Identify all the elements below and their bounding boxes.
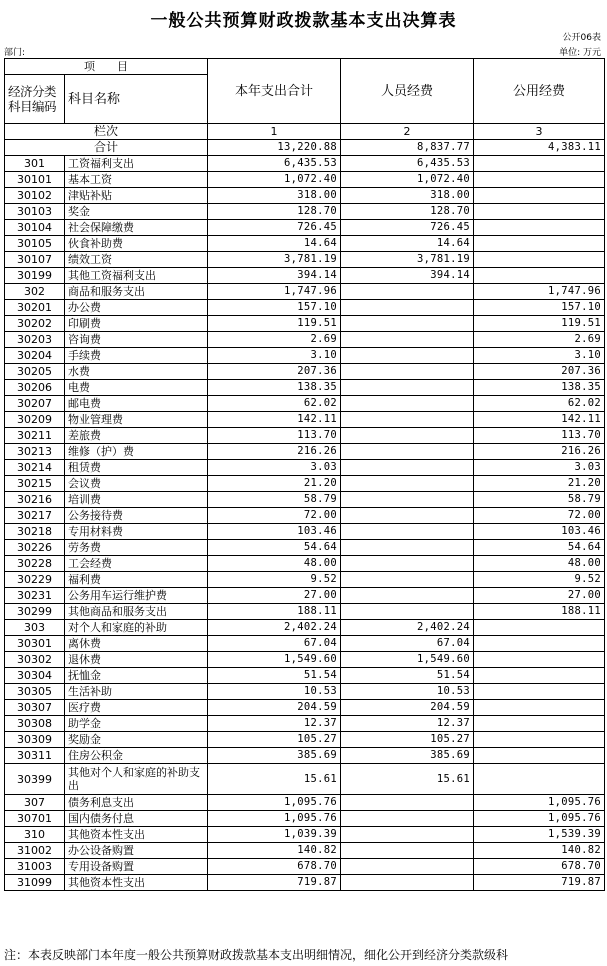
row-code: 30302 <box>5 652 65 668</box>
row-total: 394.14 <box>208 268 341 284</box>
row-subject-name: 奖金 <box>65 204 208 220</box>
row-subject-name: 会议费 <box>65 476 208 492</box>
table-row <box>5 588 605 604</box>
table-row <box>5 236 605 252</box>
row-subject-name: 物业管理费 <box>65 412 208 428</box>
row-subject-name: 办公设备购置 <box>65 843 208 859</box>
row-total: 10.53 <box>208 684 341 700</box>
row-personnel <box>341 572 474 588</box>
sum-row <box>5 140 605 156</box>
row-public: 62.02 <box>474 396 605 412</box>
row-public <box>474 204 605 220</box>
row-public <box>474 716 605 732</box>
row-total: 157.10 <box>208 300 341 316</box>
row-public: 1,095.76 <box>474 811 605 827</box>
row-code: 30102 <box>5 188 65 204</box>
column-number-label: 栏次 <box>5 124 208 140</box>
row-public: 9.52 <box>474 572 605 588</box>
table-row <box>5 492 605 508</box>
row-public <box>474 684 605 700</box>
unit-label: 单位: 万元 <box>559 48 601 58</box>
row-code: 301 <box>5 156 65 172</box>
sum-total: 13,220.88 <box>208 140 341 156</box>
row-code: 307 <box>5 795 65 811</box>
row-total: 204.59 <box>208 700 341 716</box>
row-total: 2.69 <box>208 332 341 348</box>
row-total: 1,549.60 <box>208 652 341 668</box>
table-row <box>5 252 605 268</box>
table-row <box>5 620 605 636</box>
row-code: 30105 <box>5 236 65 252</box>
table-row <box>5 748 605 764</box>
row-total: 72.00 <box>208 508 341 524</box>
table-row <box>5 268 605 284</box>
row-public <box>474 700 605 716</box>
table-row <box>5 827 605 843</box>
table-row <box>5 444 605 460</box>
table-row <box>5 284 605 300</box>
row-subject-name: 电费 <box>65 380 208 396</box>
row-total: 103.46 <box>208 524 341 540</box>
row-personnel <box>341 380 474 396</box>
row-personnel <box>341 284 474 300</box>
row-public <box>474 764 605 795</box>
row-code: 30104 <box>5 220 65 236</box>
column-number-3: 3 <box>474 124 605 140</box>
table-row <box>5 316 605 332</box>
row-public <box>474 252 605 268</box>
table-row <box>5 476 605 492</box>
row-subject-name: 专用材料费 <box>65 524 208 540</box>
table-row <box>5 668 605 684</box>
row-public: 3.03 <box>474 460 605 476</box>
row-total: 3,781.19 <box>208 252 341 268</box>
row-total: 3.03 <box>208 460 341 476</box>
table-row <box>5 156 605 172</box>
table-row <box>5 716 605 732</box>
econ-code-header: 经济分类科目编码 <box>5 75 65 124</box>
row-public <box>474 156 605 172</box>
row-personnel: 51.54 <box>341 668 474 684</box>
row-code: 30101 <box>5 172 65 188</box>
row-public: 54.64 <box>474 540 605 556</box>
row-total: 1,095.76 <box>208 811 341 827</box>
public-header: 公用经费 <box>474 59 605 124</box>
row-subject-name: 奖励金 <box>65 732 208 748</box>
row-total: 142.11 <box>208 412 341 428</box>
row-code: 30231 <box>5 588 65 604</box>
row-subject-name: 工会经费 <box>65 556 208 572</box>
row-code: 302 <box>5 284 65 300</box>
row-subject-name: 离休费 <box>65 636 208 652</box>
row-subject-name: 商品和服务支出 <box>65 284 208 300</box>
table-row <box>5 795 605 811</box>
row-subject-name: 其他对个人和家庭的补助支出 <box>65 764 208 795</box>
row-subject-name: 公务接待费 <box>65 508 208 524</box>
row-subject-name: 邮电费 <box>65 396 208 412</box>
table-row <box>5 843 605 859</box>
row-total: 726.45 <box>208 220 341 236</box>
row-code: 30202 <box>5 316 65 332</box>
row-code: 30218 <box>5 524 65 540</box>
row-total: 51.54 <box>208 668 341 684</box>
row-public: 3.10 <box>474 348 605 364</box>
row-subject-name: 其他工资福利支出 <box>65 268 208 284</box>
row-public: 21.20 <box>474 476 605 492</box>
table-row <box>5 764 605 795</box>
row-total: 48.00 <box>208 556 341 572</box>
row-public <box>474 268 605 284</box>
table-row <box>5 572 605 588</box>
row-public: 207.36 <box>474 364 605 380</box>
row-total: 58.79 <box>208 492 341 508</box>
row-code: 30311 <box>5 748 65 764</box>
sum-label: 合计 <box>5 140 208 156</box>
expenditure-table <box>4 58 605 891</box>
row-public: 113.70 <box>474 428 605 444</box>
row-code: 30211 <box>5 428 65 444</box>
row-subject-name: 水费 <box>65 364 208 380</box>
row-total: 128.70 <box>208 204 341 220</box>
row-public <box>474 636 605 652</box>
table-row <box>5 188 605 204</box>
row-code: 30206 <box>5 380 65 396</box>
row-total: 27.00 <box>208 588 341 604</box>
table-row <box>5 460 605 476</box>
row-subject-name: 社会保障缴费 <box>65 220 208 236</box>
row-subject-name: 咨询费 <box>65 332 208 348</box>
row-public: 2.69 <box>474 332 605 348</box>
header-row-item <box>5 59 605 75</box>
row-subject-name: 专用设备购置 <box>65 859 208 875</box>
row-total: 6,435.53 <box>208 156 341 172</box>
row-total: 2,402.24 <box>208 620 341 636</box>
row-code: 30199 <box>5 268 65 284</box>
row-public <box>474 236 605 252</box>
row-personnel <box>341 332 474 348</box>
row-public: 719.87 <box>474 875 605 891</box>
row-subject-name: 福利费 <box>65 572 208 588</box>
row-personnel <box>341 540 474 556</box>
row-total: 15.61 <box>208 764 341 795</box>
row-personnel <box>341 460 474 476</box>
row-total: 9.52 <box>208 572 341 588</box>
row-subject-name: 工资福利支出 <box>65 156 208 172</box>
row-public: 138.35 <box>474 380 605 396</box>
row-personnel: 204.59 <box>341 700 474 716</box>
row-code: 30216 <box>5 492 65 508</box>
row-public <box>474 748 605 764</box>
row-subject-name: 住房公积金 <box>65 748 208 764</box>
row-total: 138.35 <box>208 380 341 396</box>
row-code: 30229 <box>5 572 65 588</box>
table-row <box>5 220 605 236</box>
row-public: 1,095.76 <box>474 795 605 811</box>
row-code: 30205 <box>5 364 65 380</box>
row-personnel <box>341 316 474 332</box>
row-subject-name: 培训费 <box>65 492 208 508</box>
row-public <box>474 172 605 188</box>
table-row <box>5 875 605 891</box>
row-public: 72.00 <box>474 508 605 524</box>
row-total: 21.20 <box>208 476 341 492</box>
table-row <box>5 524 605 540</box>
row-personnel <box>341 843 474 859</box>
row-subject-name: 退休费 <box>65 652 208 668</box>
table-row <box>5 508 605 524</box>
row-total: 140.82 <box>208 843 341 859</box>
row-personnel <box>341 811 474 827</box>
row-personnel <box>341 412 474 428</box>
table-row <box>5 732 605 748</box>
row-total: 62.02 <box>208 396 341 412</box>
row-code: 30207 <box>5 396 65 412</box>
row-personnel: 15.61 <box>341 764 474 795</box>
table-code: 公开06表 <box>562 33 601 43</box>
row-personnel <box>341 428 474 444</box>
row-public <box>474 188 605 204</box>
total-header: 本年支出合计 <box>208 59 341 124</box>
row-personnel: 3,781.19 <box>341 252 474 268</box>
row-total: 1,747.96 <box>208 284 341 300</box>
row-subject-name: 公务用车运行维护费 <box>65 588 208 604</box>
row-subject-name: 劳务费 <box>65 540 208 556</box>
row-total: 719.87 <box>208 875 341 891</box>
row-code: 30226 <box>5 540 65 556</box>
row-public: 58.79 <box>474 492 605 508</box>
row-personnel: 14.64 <box>341 236 474 252</box>
row-subject-name: 对个人和家庭的补助 <box>65 620 208 636</box>
table-row <box>5 332 605 348</box>
row-subject-name: 其他商品和服务支出 <box>65 604 208 620</box>
row-subject-name: 办公费 <box>65 300 208 316</box>
row-code: 31099 <box>5 875 65 891</box>
row-subject-name: 国内债务付息 <box>65 811 208 827</box>
table-row <box>5 859 605 875</box>
table-row <box>5 172 605 188</box>
row-subject-name: 抚恤金 <box>65 668 208 684</box>
row-personnel <box>341 827 474 843</box>
row-personnel <box>341 524 474 540</box>
table-row <box>5 396 605 412</box>
row-total: 1,095.76 <box>208 795 341 811</box>
row-subject-name: 绩效工资 <box>65 252 208 268</box>
row-code: 31003 <box>5 859 65 875</box>
row-public <box>474 620 605 636</box>
table-row <box>5 556 605 572</box>
row-code: 30103 <box>5 204 65 220</box>
row-public <box>474 652 605 668</box>
row-code: 303 <box>5 620 65 636</box>
table-row <box>5 428 605 444</box>
table-row <box>5 300 605 316</box>
row-personnel: 1,549.60 <box>341 652 474 668</box>
row-total: 1,072.40 <box>208 172 341 188</box>
row-code: 30217 <box>5 508 65 524</box>
table-row <box>5 636 605 652</box>
row-code: 310 <box>5 827 65 843</box>
table-row <box>5 380 605 396</box>
row-personnel: 2,402.24 <box>341 620 474 636</box>
row-code: 30304 <box>5 668 65 684</box>
row-personnel: 128.70 <box>341 204 474 220</box>
row-total: 207.36 <box>208 364 341 380</box>
row-personnel <box>341 492 474 508</box>
table-row <box>5 364 605 380</box>
row-subject-name: 基本工资 <box>65 172 208 188</box>
row-personnel: 1,072.40 <box>341 172 474 188</box>
row-public: 1,539.39 <box>474 827 605 843</box>
row-total: 67.04 <box>208 636 341 652</box>
row-total: 678.70 <box>208 859 341 875</box>
row-personnel: 67.04 <box>341 636 474 652</box>
row-subject-name: 维修（护）费 <box>65 444 208 460</box>
row-code: 30305 <box>5 684 65 700</box>
row-personnel: 105.27 <box>341 732 474 748</box>
row-personnel: 726.45 <box>341 220 474 236</box>
row-public: 27.00 <box>474 588 605 604</box>
row-code: 30228 <box>5 556 65 572</box>
row-personnel <box>341 556 474 572</box>
personnel-header: 人员经费 <box>341 59 474 124</box>
row-personnel <box>341 476 474 492</box>
row-code: 30203 <box>5 332 65 348</box>
row-public: 142.11 <box>474 412 605 428</box>
column-number-1: 1 <box>208 124 341 140</box>
row-total: 1,039.39 <box>208 827 341 843</box>
row-personnel <box>341 364 474 380</box>
row-code: 30301 <box>5 636 65 652</box>
page-title: 一般公共预算财政拨款基本支出决算表 <box>150 11 457 31</box>
row-code: 30309 <box>5 732 65 748</box>
row-total: 14.64 <box>208 236 341 252</box>
table-row <box>5 684 605 700</box>
row-personnel: 385.69 <box>341 748 474 764</box>
row-code: 30209 <box>5 412 65 428</box>
row-code: 30201 <box>5 300 65 316</box>
row-public: 188.11 <box>474 604 605 620</box>
row-personnel: 12.37 <box>341 716 474 732</box>
row-total: 105.27 <box>208 732 341 748</box>
row-public: 140.82 <box>474 843 605 859</box>
table-row <box>5 811 605 827</box>
row-personnel: 318.00 <box>341 188 474 204</box>
row-public: 216.26 <box>474 444 605 460</box>
row-total: 12.37 <box>208 716 341 732</box>
row-personnel <box>341 444 474 460</box>
row-subject-name: 其他资本性支出 <box>65 875 208 891</box>
table-row <box>5 652 605 668</box>
row-subject-name: 其他资本性支出 <box>65 827 208 843</box>
row-personnel: 394.14 <box>341 268 474 284</box>
footnote: 注：本表反映部门本年度一般公共预算财政拨款基本支出明细情况，细化公开到经济分类款级科 <box>4 948 509 962</box>
row-code: 30399 <box>5 764 65 795</box>
row-personnel <box>341 859 474 875</box>
table-row <box>5 540 605 556</box>
row-personnel <box>341 348 474 364</box>
row-public: 103.46 <box>474 524 605 540</box>
row-total: 119.51 <box>208 316 341 332</box>
column-number-2: 2 <box>341 124 474 140</box>
row-total: 3.10 <box>208 348 341 364</box>
row-personnel <box>341 508 474 524</box>
row-personnel <box>341 795 474 811</box>
row-personnel: 10.53 <box>341 684 474 700</box>
row-personnel <box>341 300 474 316</box>
row-total: 318.00 <box>208 188 341 204</box>
row-public <box>474 220 605 236</box>
row-subject-name: 债务利息支出 <box>65 795 208 811</box>
row-code: 31002 <box>5 843 65 859</box>
table-row <box>5 412 605 428</box>
row-code: 30299 <box>5 604 65 620</box>
row-total: 54.64 <box>208 540 341 556</box>
row-total: 188.11 <box>208 604 341 620</box>
row-code: 30107 <box>5 252 65 268</box>
subject-name-header: 科目名称 <box>65 75 208 124</box>
table-row <box>5 604 605 620</box>
row-public: 48.00 <box>474 556 605 572</box>
table-row <box>5 204 605 220</box>
department-label: 部门: <box>4 48 26 58</box>
row-public: 1,747.96 <box>474 284 605 300</box>
row-subject-name: 津贴补贴 <box>65 188 208 204</box>
row-subject-name: 助学金 <box>65 716 208 732</box>
row-code: 30215 <box>5 476 65 492</box>
row-personnel <box>341 588 474 604</box>
row-public: 157.10 <box>474 300 605 316</box>
row-subject-name: 伙食补助费 <box>65 236 208 252</box>
row-code: 30307 <box>5 700 65 716</box>
row-subject-name: 生活补助 <box>65 684 208 700</box>
row-personnel <box>341 875 474 891</box>
row-public <box>474 668 605 684</box>
row-total: 216.26 <box>208 444 341 460</box>
table-row <box>5 348 605 364</box>
row-total: 385.69 <box>208 748 341 764</box>
row-code: 30308 <box>5 716 65 732</box>
row-code: 30213 <box>5 444 65 460</box>
row-personnel: 6,435.53 <box>341 156 474 172</box>
row-code: 30701 <box>5 811 65 827</box>
row-subject-name: 差旅费 <box>65 428 208 444</box>
row-code: 30204 <box>5 348 65 364</box>
row-subject-name: 医疗费 <box>65 700 208 716</box>
item-header: 项 目 <box>5 59 208 75</box>
sum-personnel: 8,837.77 <box>341 140 474 156</box>
row-code: 30214 <box>5 460 65 476</box>
sum-public: 4,383.11 <box>474 140 605 156</box>
table-row <box>5 700 605 716</box>
row-subject-name: 租赁费 <box>65 460 208 476</box>
row-personnel <box>341 604 474 620</box>
column-number-row <box>5 124 605 140</box>
row-personnel <box>341 396 474 412</box>
row-subject-name: 印刷费 <box>65 316 208 332</box>
row-subject-name: 手续费 <box>65 348 208 364</box>
row-public: 678.70 <box>474 859 605 875</box>
row-public: 119.51 <box>474 316 605 332</box>
row-total: 113.70 <box>208 428 341 444</box>
row-public <box>474 732 605 748</box>
